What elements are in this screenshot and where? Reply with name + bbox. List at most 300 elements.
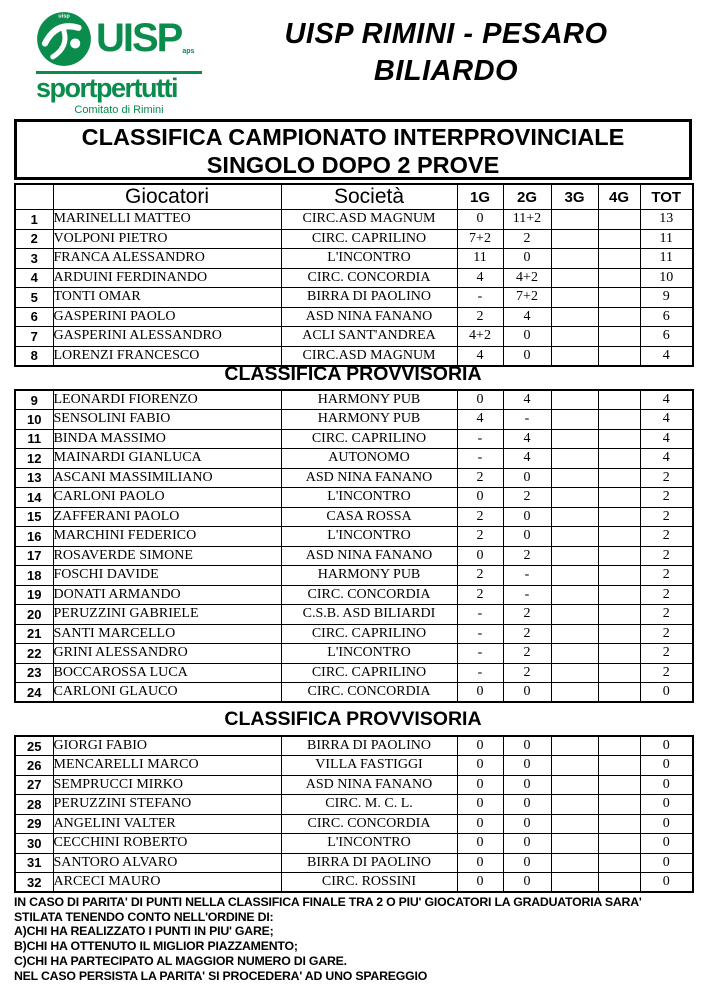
cell-g4 bbox=[598, 468, 640, 488]
cell-pos: 19 bbox=[15, 585, 53, 605]
header-line2: BILIARDO bbox=[373, 55, 519, 87]
cell-player: CARLONI GLAUCO bbox=[53, 683, 281, 703]
cell-player: FRANCA ALESSANDRO bbox=[53, 249, 281, 269]
cell-g2: 0 bbox=[503, 834, 551, 854]
uisp-emblem-icon bbox=[36, 8, 92, 70]
cell-g3 bbox=[551, 210, 598, 230]
cell-g4 bbox=[598, 327, 640, 347]
uisp-wordmark: UISP bbox=[96, 16, 182, 60]
cell-pos: 11 bbox=[15, 429, 53, 449]
cell-player: CARLONI PAOLO bbox=[53, 488, 281, 508]
cell-g1: 0 bbox=[457, 546, 503, 566]
cell-g1: 0 bbox=[457, 488, 503, 508]
cell-g1: 7+2 bbox=[457, 229, 503, 249]
cell-g2: 0 bbox=[503, 853, 551, 873]
cell-g2: 0 bbox=[503, 814, 551, 834]
cell-player: ARDUINI FERDINANDO bbox=[53, 268, 281, 288]
cell-g4 bbox=[598, 873, 640, 893]
cell-pos: 15 bbox=[15, 507, 53, 527]
col-header-giocatori: Giocatori bbox=[53, 184, 281, 210]
cell-club: ASD NINA FANANO bbox=[281, 468, 457, 488]
cell-tot: 9 bbox=[640, 288, 693, 308]
cell-g2: 0 bbox=[503, 327, 551, 347]
cell-tot: 2 bbox=[640, 488, 693, 508]
table-header-row bbox=[15, 184, 693, 210]
cell-g1: 4 bbox=[457, 410, 503, 430]
cell-g2: 2 bbox=[503, 644, 551, 664]
cell-player: SANTORO ALVARO bbox=[53, 853, 281, 873]
sportpertutti-label: sportpertutti bbox=[36, 73, 177, 103]
main-title-box bbox=[14, 119, 692, 180]
cell-g2: 0 bbox=[503, 775, 551, 795]
cell-player: ARCECI MAURO bbox=[53, 873, 281, 893]
table-row bbox=[15, 624, 693, 644]
col-header-3g: 3G bbox=[551, 184, 598, 210]
cell-player: SEMPRUCCI MIRKO bbox=[53, 775, 281, 795]
cell-g1: 0 bbox=[457, 210, 503, 230]
cell-g2: - bbox=[503, 585, 551, 605]
cell-g2: - bbox=[503, 566, 551, 586]
cell-g2: 4 bbox=[503, 390, 551, 410]
cell-tot: 11 bbox=[640, 229, 693, 249]
cell-tot: 0 bbox=[640, 853, 693, 873]
cell-tot: 10 bbox=[640, 268, 693, 288]
tiebreak-note-line: NEL CASO PERSISTA LA PARITA' SI PROCEDERA' AD UNO SPAREGGIO bbox=[14, 968, 428, 983]
header-line1: UISP RIMINI - PESARO bbox=[284, 18, 608, 50]
cell-pos: 30 bbox=[15, 834, 53, 854]
cell-g2: 0 bbox=[503, 468, 551, 488]
cell-club: C.S.B. ASD BILIARDI bbox=[281, 605, 457, 625]
cell-g3 bbox=[551, 249, 598, 269]
cell-player: SENSOLINI FABIO bbox=[53, 410, 281, 430]
table-row bbox=[15, 410, 693, 430]
table-row bbox=[15, 288, 693, 308]
cell-tot: 2 bbox=[640, 585, 693, 605]
table-row bbox=[15, 605, 693, 625]
cell-tot: 2 bbox=[640, 566, 693, 586]
cell-g1: 0 bbox=[457, 873, 503, 893]
aps-label: aps bbox=[182, 48, 195, 55]
cell-tot: 4 bbox=[640, 429, 693, 449]
cell-pos: 8 bbox=[15, 346, 53, 366]
cell-g3 bbox=[551, 663, 598, 683]
table-row bbox=[15, 507, 693, 527]
cell-club: L'INCONTRO bbox=[281, 834, 457, 854]
cell-club: HARMONY PUB bbox=[281, 410, 457, 430]
cell-g2: 2 bbox=[503, 546, 551, 566]
cell-player: ZAFFERANI PAOLO bbox=[53, 507, 281, 527]
cell-g2: 0 bbox=[503, 346, 551, 366]
cell-pos: 23 bbox=[15, 663, 53, 683]
table-row bbox=[15, 268, 693, 288]
cell-player: DONATI ARMANDO bbox=[53, 585, 281, 605]
cell-pos: 26 bbox=[15, 756, 53, 776]
cell-g1: 0 bbox=[457, 756, 503, 776]
cell-tot: 2 bbox=[640, 605, 693, 625]
tiebreak-note-line: STILATA TENENDO CONTO NELL'ORDINE DI: bbox=[14, 909, 274, 924]
cell-tot: 0 bbox=[640, 795, 693, 815]
cell-g2: 0 bbox=[503, 249, 551, 269]
cell-player: PERUZZINI GABRIELE bbox=[53, 605, 281, 625]
cell-player: BINDA MASSIMO bbox=[53, 429, 281, 449]
cell-club: ASD NINA FANANO bbox=[281, 307, 457, 327]
table-row bbox=[15, 644, 693, 664]
cell-g2: - bbox=[503, 410, 551, 430]
cell-g3 bbox=[551, 390, 598, 410]
cell-g4 bbox=[598, 410, 640, 430]
tiebreak-notes bbox=[14, 895, 694, 983]
section-title-provvisoria-1: CLASSIFICA PROVVISORIA bbox=[224, 363, 482, 385]
cell-tot: 0 bbox=[640, 736, 693, 756]
cell-g4 bbox=[598, 307, 640, 327]
cell-player: MENCARELLI MARCO bbox=[53, 756, 281, 776]
cell-player: ASCANI MASSIMILIANO bbox=[53, 468, 281, 488]
cell-g3 bbox=[551, 468, 598, 488]
cell-g3 bbox=[551, 644, 598, 664]
cell-tot: 4 bbox=[640, 410, 693, 430]
cell-g4 bbox=[598, 210, 640, 230]
uisp-logo bbox=[36, 8, 202, 116]
cell-club: CIRC. CAPRILINO bbox=[281, 229, 457, 249]
cell-g3 bbox=[551, 624, 598, 644]
cell-pos: 31 bbox=[15, 853, 53, 873]
cell-player: GASPERINI ALESSANDRO bbox=[53, 327, 281, 347]
cell-g3 bbox=[551, 507, 598, 527]
cell-club: ASD NINA FANANO bbox=[281, 546, 457, 566]
cell-tot: 2 bbox=[640, 507, 693, 527]
cell-club: CIRC. CONCORDIA bbox=[281, 814, 457, 834]
cell-club: HARMONY PUB bbox=[281, 390, 457, 410]
cell-g4 bbox=[598, 429, 640, 449]
cell-club: CIRC.ASD MAGNUM bbox=[281, 346, 457, 366]
col-header-2g: 2G bbox=[503, 184, 551, 210]
cell-g1: 0 bbox=[457, 390, 503, 410]
tiebreak-note-line: C)CHI HA PARTECIPATO AL MAGGIOR NUMERO DI GARE. bbox=[14, 953, 347, 968]
cell-g2: 0 bbox=[503, 795, 551, 815]
cell-player: MARCHINI FEDERICO bbox=[53, 527, 281, 547]
cell-tot: 2 bbox=[640, 468, 693, 488]
table-row bbox=[15, 468, 693, 488]
table-row bbox=[15, 327, 693, 347]
cell-g3 bbox=[551, 775, 598, 795]
cell-player: BOCCAROSSA LUCA bbox=[53, 663, 281, 683]
cell-g3 bbox=[551, 756, 598, 776]
cell-g2: 7+2 bbox=[503, 288, 551, 308]
table-row bbox=[15, 429, 693, 449]
cell-tot: 2 bbox=[640, 624, 693, 644]
cell-player: GIORGI FABIO bbox=[53, 736, 281, 756]
cell-club: CIRC. ROSSINI bbox=[281, 873, 457, 893]
cell-g1: 2 bbox=[457, 585, 503, 605]
document-header bbox=[200, 16, 692, 90]
cell-g4 bbox=[598, 546, 640, 566]
table-row bbox=[15, 853, 693, 873]
cell-g4 bbox=[598, 756, 640, 776]
cell-club: CASA ROSSA bbox=[281, 507, 457, 527]
cell-g2: 4 bbox=[503, 449, 551, 469]
cell-player: GRINI ALESSANDRO bbox=[53, 644, 281, 664]
cell-g4 bbox=[598, 527, 640, 547]
cell-pos: 12 bbox=[15, 449, 53, 469]
cell-player: FOSCHI DAVIDE bbox=[53, 566, 281, 586]
main-title-line2: SINGOLO DOPO 2 PROVE bbox=[206, 152, 500, 178]
table-row bbox=[15, 390, 693, 410]
cell-pos: 22 bbox=[15, 644, 53, 664]
cell-player: SANTI MARCELLO bbox=[53, 624, 281, 644]
cell-g1: 0 bbox=[457, 683, 503, 703]
cell-pos: 32 bbox=[15, 873, 53, 893]
cell-player: ROSAVERDE SIMONE bbox=[53, 546, 281, 566]
cell-g2: 0 bbox=[503, 756, 551, 776]
cell-g1: 0 bbox=[457, 853, 503, 873]
cell-club: CIRC.ASD MAGNUM bbox=[281, 210, 457, 230]
table-row bbox=[15, 663, 693, 683]
cell-club: CIRC. CONCORDIA bbox=[281, 683, 457, 703]
cell-g4 bbox=[598, 229, 640, 249]
cell-tot: 13 bbox=[640, 210, 693, 230]
cell-player: CECCHINI ROBERTO bbox=[53, 834, 281, 854]
table-row bbox=[15, 756, 693, 776]
cell-player: MARINELLI MATTEO bbox=[53, 210, 281, 230]
cell-player: GASPERINI PAOLO bbox=[53, 307, 281, 327]
cell-tot: 2 bbox=[640, 546, 693, 566]
cell-club: L'INCONTRO bbox=[281, 488, 457, 508]
table-row bbox=[15, 566, 693, 586]
cell-g4 bbox=[598, 624, 640, 644]
cell-tot: 0 bbox=[640, 683, 693, 703]
cell-g2: 2 bbox=[503, 229, 551, 249]
cell-tot: 6 bbox=[640, 307, 693, 327]
cell-g4 bbox=[598, 449, 640, 469]
cell-g4 bbox=[598, 507, 640, 527]
cell-club: BIRRA DI PAOLINO bbox=[281, 288, 457, 308]
cell-club: CIRC. CONCORDIA bbox=[281, 268, 457, 288]
cell-g4 bbox=[598, 249, 640, 269]
cell-pos: 28 bbox=[15, 795, 53, 815]
cell-player: LORENZI FRANCESCO bbox=[53, 346, 281, 366]
cell-g1: - bbox=[457, 605, 503, 625]
cell-tot: 6 bbox=[640, 327, 693, 347]
cell-g4 bbox=[598, 775, 640, 795]
cell-pos: 25 bbox=[15, 736, 53, 756]
cell-g2: 2 bbox=[503, 605, 551, 625]
cell-g3 bbox=[551, 527, 598, 547]
cell-player: LEONARDI FIORENZO bbox=[53, 390, 281, 410]
cell-pos: 5 bbox=[15, 288, 53, 308]
table-row bbox=[15, 795, 693, 815]
cell-g1: - bbox=[457, 429, 503, 449]
cell-player: PERUZZINI STEFANO bbox=[53, 795, 281, 815]
cell-club: CIRC. CONCORDIA bbox=[281, 585, 457, 605]
cell-player: ANGELINI VALTER bbox=[53, 814, 281, 834]
cell-g3 bbox=[551, 268, 598, 288]
cell-g2: 2 bbox=[503, 624, 551, 644]
cell-tot: 2 bbox=[640, 527, 693, 547]
cell-pos: 17 bbox=[15, 546, 53, 566]
cell-club: BIRRA DI PAOLINO bbox=[281, 853, 457, 873]
cell-club: CIRC. CAPRILINO bbox=[281, 663, 457, 683]
cell-g2: 0 bbox=[503, 507, 551, 527]
cell-g4 bbox=[598, 268, 640, 288]
tiebreak-note-line: IN CASO DI PARITA' DI PUNTI NELLA CLASSIFICA FINALE TRA 2 O PIU' GIOCATORI LA GRADUATORIA SARA' bbox=[14, 895, 642, 909]
cell-club: L'INCONTRO bbox=[281, 249, 457, 269]
committee-label: Comitato di Rimini bbox=[74, 104, 164, 116]
cell-g3 bbox=[551, 449, 598, 469]
table-row bbox=[15, 210, 693, 230]
cell-pos: 10 bbox=[15, 410, 53, 430]
cell-g1: 0 bbox=[457, 814, 503, 834]
cell-g1: 2 bbox=[457, 307, 503, 327]
cell-g3 bbox=[551, 605, 598, 625]
cell-club: CIRC. CAPRILINO bbox=[281, 429, 457, 449]
cell-tot: 4 bbox=[640, 390, 693, 410]
cell-g3 bbox=[551, 546, 598, 566]
cell-g1: - bbox=[457, 288, 503, 308]
cell-g3 bbox=[551, 410, 598, 430]
cell-g2: 0 bbox=[503, 683, 551, 703]
cell-club: L'INCONTRO bbox=[281, 644, 457, 664]
table-row bbox=[15, 775, 693, 795]
cell-g1: - bbox=[457, 644, 503, 664]
cell-club: ASD NINA FANANO bbox=[281, 775, 457, 795]
col-header-societa: Società bbox=[281, 184, 457, 210]
cell-g1: 4 bbox=[457, 346, 503, 366]
cell-g3 bbox=[551, 327, 598, 347]
table-row bbox=[15, 834, 693, 854]
cell-tot: 4 bbox=[640, 449, 693, 469]
cell-g3 bbox=[551, 873, 598, 893]
cell-g1: - bbox=[457, 449, 503, 469]
classifica-table-3 bbox=[14, 735, 694, 893]
cell-g2: 0 bbox=[503, 527, 551, 547]
cell-g1: 11 bbox=[457, 249, 503, 269]
svg-text:uisp: uisp bbox=[58, 13, 70, 20]
cell-g4 bbox=[598, 795, 640, 815]
cell-g1: - bbox=[457, 663, 503, 683]
cell-club: VILLA FASTIGGI bbox=[281, 756, 457, 776]
cell-player: MAINARDI GIANLUCA bbox=[53, 449, 281, 469]
cell-tot: 2 bbox=[640, 663, 693, 683]
col-header-4g: 4G bbox=[598, 184, 640, 210]
cell-g1: 0 bbox=[457, 775, 503, 795]
cell-g2: 11+2 bbox=[503, 210, 551, 230]
cell-g1: - bbox=[457, 624, 503, 644]
cell-g1: 2 bbox=[457, 527, 503, 547]
cell-g3 bbox=[551, 795, 598, 815]
main-title-line1: CLASSIFICA CAMPIONATO INTERPROVINCIALE bbox=[81, 124, 625, 150]
table-row bbox=[15, 527, 693, 547]
cell-g1: 0 bbox=[457, 795, 503, 815]
cell-g1: 4 bbox=[457, 268, 503, 288]
cell-g1: 4+2 bbox=[457, 327, 503, 347]
col-header-rank bbox=[15, 184, 53, 210]
cell-g3 bbox=[551, 488, 598, 508]
cell-pos: 16 bbox=[15, 527, 53, 547]
table-row bbox=[15, 546, 693, 566]
cell-g4 bbox=[598, 288, 640, 308]
table-row bbox=[15, 683, 693, 703]
cell-g4 bbox=[598, 736, 640, 756]
cell-g3 bbox=[551, 585, 598, 605]
cell-pos: 3 bbox=[15, 249, 53, 269]
table-row bbox=[15, 249, 693, 269]
cell-pos: 7 bbox=[15, 327, 53, 347]
cell-pos: 21 bbox=[15, 624, 53, 644]
cell-g3 bbox=[551, 229, 598, 249]
table-row bbox=[15, 449, 693, 469]
cell-club: HARMONY PUB bbox=[281, 566, 457, 586]
cell-pos: 24 bbox=[15, 683, 53, 703]
cell-g4 bbox=[598, 663, 640, 683]
cell-tot: 0 bbox=[640, 873, 693, 893]
classifica-table-1 bbox=[14, 183, 694, 367]
cell-pos: 2 bbox=[15, 229, 53, 249]
cell-g2: 0 bbox=[503, 736, 551, 756]
cell-pos: 13 bbox=[15, 468, 53, 488]
cell-g2: 4+2 bbox=[503, 268, 551, 288]
cell-pos: 4 bbox=[15, 268, 53, 288]
cell-club: CIRC. CAPRILINO bbox=[281, 624, 457, 644]
col-header-1g: 1G bbox=[457, 184, 503, 210]
cell-g3 bbox=[551, 288, 598, 308]
cell-g4 bbox=[598, 644, 640, 664]
table-row bbox=[15, 736, 693, 756]
cell-g4 bbox=[598, 605, 640, 625]
cell-g2: 2 bbox=[503, 488, 551, 508]
cell-g2: 2 bbox=[503, 663, 551, 683]
cell-g2: 4 bbox=[503, 307, 551, 327]
cell-tot: 4 bbox=[640, 346, 693, 366]
table-row bbox=[15, 488, 693, 508]
cell-g1: 2 bbox=[457, 566, 503, 586]
cell-g4 bbox=[598, 585, 640, 605]
table-row bbox=[15, 873, 693, 893]
table-row bbox=[15, 814, 693, 834]
cell-g4 bbox=[598, 834, 640, 854]
cell-g3 bbox=[551, 736, 598, 756]
cell-tot: 0 bbox=[640, 775, 693, 795]
cell-g4 bbox=[598, 488, 640, 508]
cell-club: L'INCONTRO bbox=[281, 527, 457, 547]
cell-pos: 20 bbox=[15, 605, 53, 625]
cell-g1: 2 bbox=[457, 468, 503, 488]
classifica-table-2 bbox=[14, 389, 694, 703]
cell-club: AUTONOMO bbox=[281, 449, 457, 469]
cell-g4 bbox=[598, 390, 640, 410]
cell-player: VOLPONI PIETRO bbox=[53, 229, 281, 249]
cell-pos: 14 bbox=[15, 488, 53, 508]
cell-g3 bbox=[551, 429, 598, 449]
cell-pos: 29 bbox=[15, 814, 53, 834]
section-title-provvisoria-2: CLASSIFICA PROVVISORIA bbox=[224, 708, 482, 730]
cell-g3 bbox=[551, 683, 598, 703]
table-row bbox=[15, 229, 693, 249]
cell-g4 bbox=[598, 683, 640, 703]
cell-tot: 0 bbox=[640, 756, 693, 776]
cell-g3 bbox=[551, 307, 598, 327]
cell-g4 bbox=[598, 853, 640, 873]
cell-tot: 2 bbox=[640, 644, 693, 664]
cell-g2: 0 bbox=[503, 873, 551, 893]
cell-g4 bbox=[598, 566, 640, 586]
cell-g4 bbox=[598, 814, 640, 834]
cell-club: CIRC. M. C. L. bbox=[281, 795, 457, 815]
cell-pos: 9 bbox=[15, 390, 53, 410]
cell-tot: 0 bbox=[640, 814, 693, 834]
cell-tot: 11 bbox=[640, 249, 693, 269]
cell-tot: 0 bbox=[640, 834, 693, 854]
tiebreak-note-line: B)CHI HA OTTENUTO IL MIGLIOR PIAZZAMENTO; bbox=[14, 939, 298, 954]
